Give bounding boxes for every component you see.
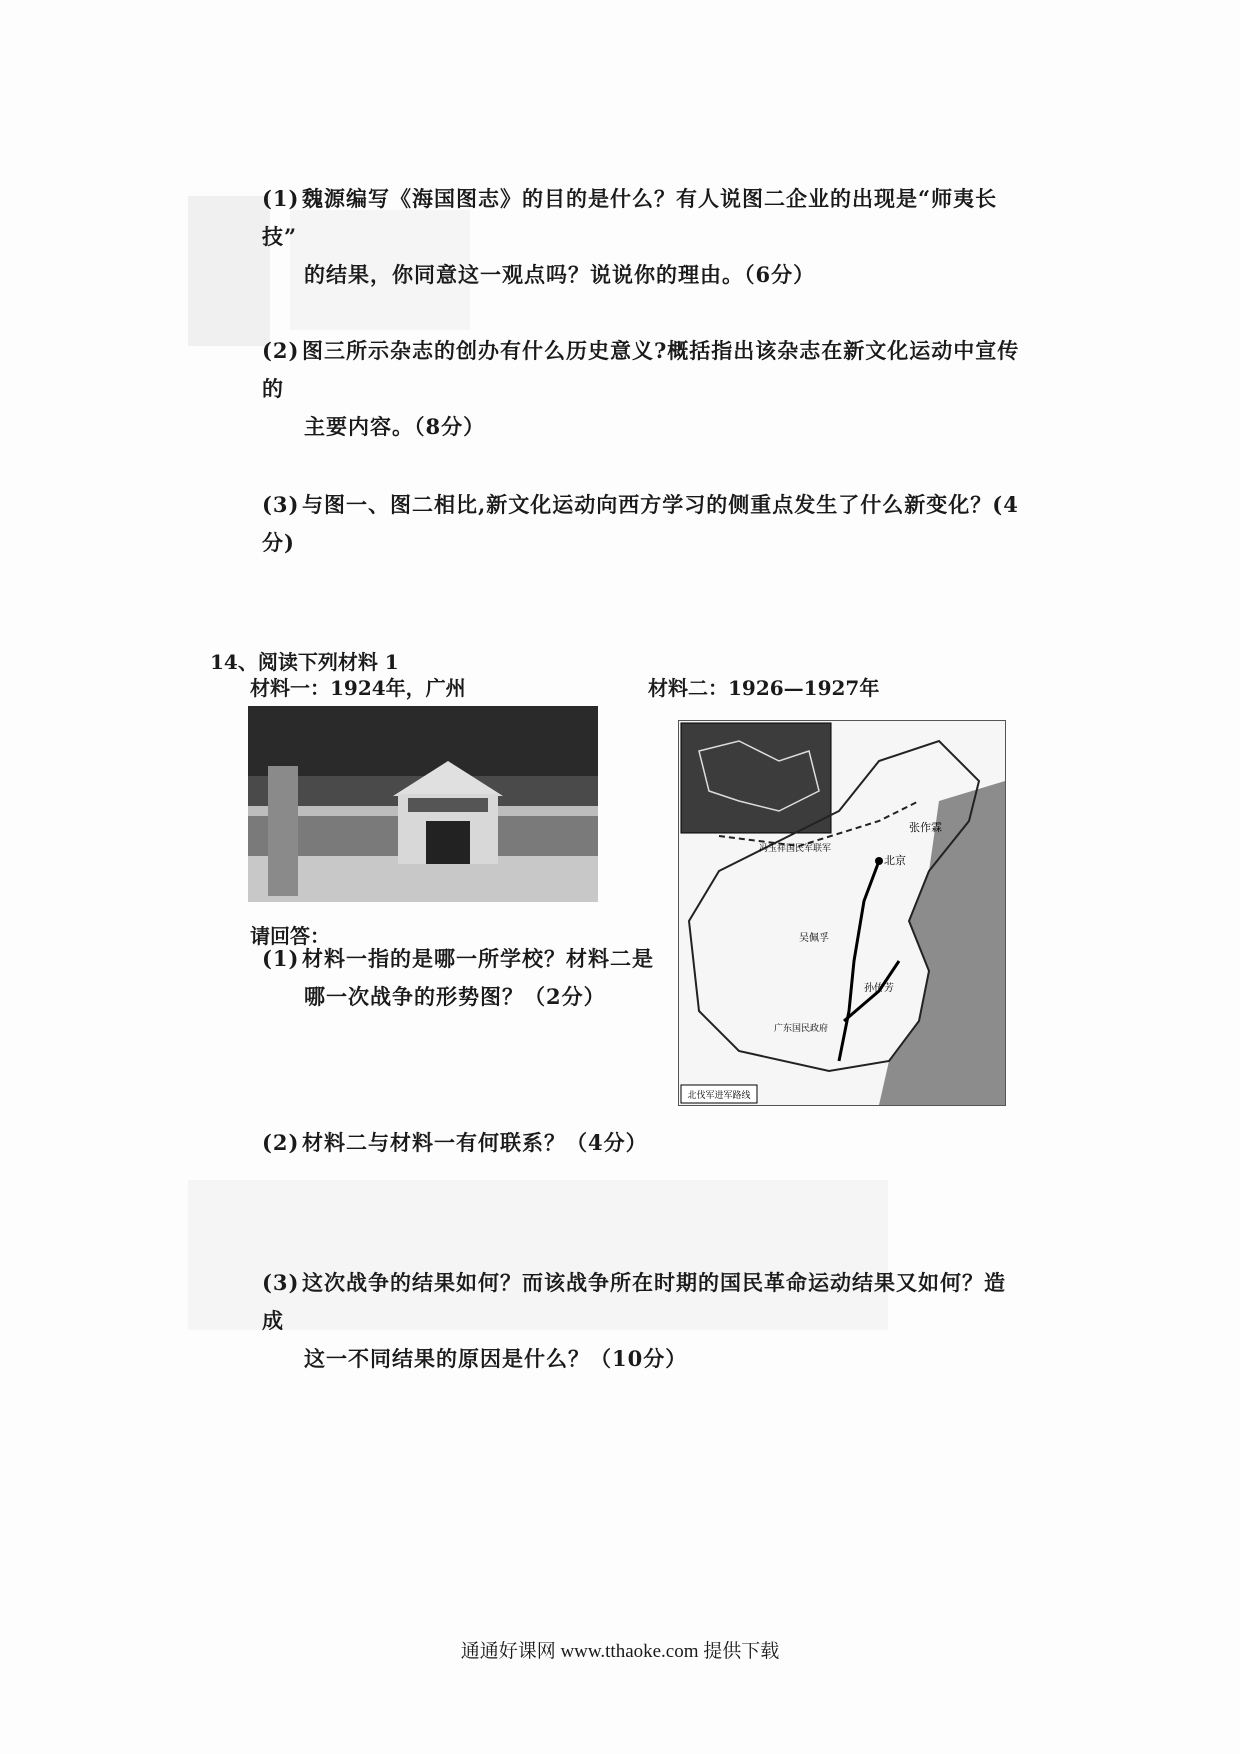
school-gate-image	[248, 706, 598, 902]
question-number: (2)	[262, 1130, 300, 1155]
question-text: 与图一、图二相比,新文化运动向西方学习的侧重点发生了什么新变化？(4分)	[262, 492, 1019, 555]
question-number: (2)	[262, 338, 300, 363]
question-14-title: 14、阅读下列材料 1	[210, 650, 399, 674]
map-label-guangdong: 广东国民政府	[774, 1024, 829, 1034]
map-legend: 北伐军进军路线	[687, 1091, 751, 1101]
material-2-map	[678, 720, 1006, 1106]
question-14-1	[262, 940, 662, 1016]
question-text: 这一不同结果的原因是什么？（10分）	[304, 1346, 688, 1371]
question-13-3	[262, 486, 1022, 562]
map-label-sun: 孙传芳	[864, 983, 894, 994]
question-text: 的结果，你同意这一观点吗？说说你的理由。（6分）	[304, 262, 816, 287]
question-number: (3)	[262, 492, 300, 517]
question-text: 哪一次战争的形势图？（2分）	[304, 984, 606, 1009]
question-number: (1)	[262, 946, 300, 971]
map-label-zhang: 张作霖	[909, 821, 942, 834]
map-label-beijing: 北京	[884, 854, 906, 867]
question-14-3	[262, 1264, 1022, 1378]
bleed-through-left-top	[188, 196, 270, 346]
material-1-photo	[248, 706, 598, 902]
map-label-feng: 冯玉祥国民军联军	[759, 844, 832, 854]
material-1-label: 材料一：1924年，广州	[250, 676, 466, 700]
question-number: (3)	[262, 1270, 300, 1295]
question-text: 主要内容。（8分）	[304, 414, 486, 439]
footer-text: 通通好课网 www.tthaoke.com 提供下载	[460, 1641, 780, 1662]
question-text: 材料二与材料一有何联系？（4分）	[302, 1130, 648, 1155]
question-text: 材料一指的是哪一所学校？材料二是	[302, 946, 654, 971]
question-14-2	[262, 1124, 1022, 1162]
material-2-label: 材料二：1926—1927年	[648, 676, 880, 700]
question-13-2	[262, 332, 1022, 446]
question-text: 图三所示杂志的创办有什么历史意义?概括指出该杂志在新文化运动中宣传的	[262, 338, 1020, 401]
northern-expedition-map	[679, 721, 1005, 1105]
map-label-wu: 吴佩孚	[799, 933, 829, 944]
question-13-1	[262, 180, 1022, 294]
answer-prompt: 请回答：	[250, 924, 330, 948]
question-text: 魏源编写《海国图志》的目的是什么？有人说图二企业的出现是“师夷长技”	[262, 186, 998, 249]
question-number: (1)	[262, 186, 300, 211]
question-text: 这次战争的结果如何？而该战争所在时期的国民革命运动结果又如何？造成	[262, 1270, 1006, 1333]
